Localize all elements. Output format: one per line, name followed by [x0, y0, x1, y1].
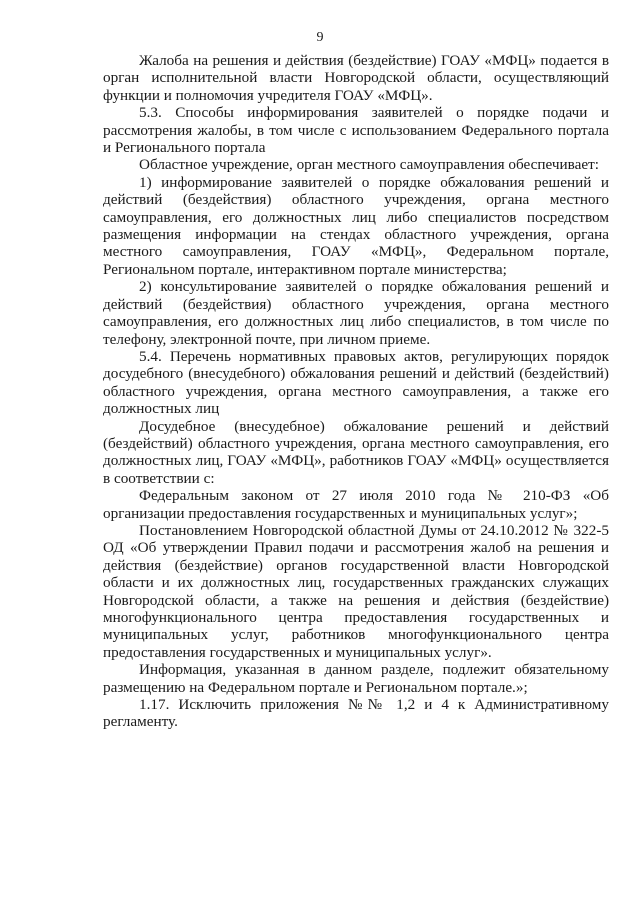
page-number: 9 [316, 30, 324, 45]
paragraph-1-17-amendment: 1.17. Исключить приложения №№ 1,2 и 4 к Административному регламенту. [103, 696, 609, 731]
paragraph-item-1: 1) информирование заявителей о порядке обжалования решений и действий (бездействия) областного учреждения, органа местного самоуправления, его должностных лиц либо специалистов посредством размещения информации на стендах областного учреждения, органа местного самоуправления, ГОАУ «МФЦ», Федеральном портале, Региональном портале, интерактивном портале министерства; [103, 173, 609, 278]
paragraph-complaint-filing: Жалоба на решения и действия (бездействие) ГОАУ «МФЦ» подается в орган исполнительной власти Новгородской области, осуществляющий функции и полномочия учредителя ГОАУ «МФЦ». [103, 52, 609, 104]
paragraph-regional-resolution: Постановлением Новгородской областной Думы от 24.10.2012 № 322-5 ОД «Об утверждении Правил подачи и рассмотрения жалоб на решения и действия (бездействие) органов государственной власти Новгородской области и их должностных лиц, государственных гражданских служащих Новгородской области, а также на решения и действия (бездействие) многофункционального центра предоставления государственных и муниципальных услуг, работников многофункционального центра предоставления государственных и муниципальных услуг». [103, 521, 609, 661]
paragraph-5-3-heading: 5.3. Способы информирования заявителей о порядке подачи и рассмотрения жалобы, в том числе с использованием Федерального портала и Регионального портала [103, 104, 609, 157]
paragraph-item-2: 2) консультирование заявителей о порядке обжалования решений и действий (бездействия) областного учреждения, органа местного самоуправления, его должностных лиц либо специалистов, в том числе по телефону, электронной почте, при личном приеме. [103, 278, 609, 348]
paragraph-provides: Областное учреждение, орган местного самоуправления обеспечивает: [139, 156, 599, 174]
paragraph-federal-law: Федеральным законом от 27 июля 2010 года № 210-ФЗ «Об организации предоставления государственных и муниципальных услуг»; [103, 487, 609, 522]
paragraph-pretrial-appeal: Досудебное (внесудебное) обжалование решений и действий (бездействий) областного учреждения, органа местного самоуправления, его должностных лиц, ГОАУ «МФЦ», работников ГОАУ «МФЦ» осуществляется в соответствии с: [103, 417, 609, 487]
paragraph-5-4-heading: 5.4. Перечень нормативных правовых актов, регулирующих порядок досудебного (внесудебного) обжалования решений и действий (бездействий) областного учреждения, органа местного самоуправления, а также его должностных лиц [103, 347, 609, 418]
paragraph-information-placement: Информация, указанная в данном разделе, подлежит обязательному размещению на Федеральном портале и Региональном портале.»; [103, 661, 609, 696]
document-body [103, 52, 609, 731]
